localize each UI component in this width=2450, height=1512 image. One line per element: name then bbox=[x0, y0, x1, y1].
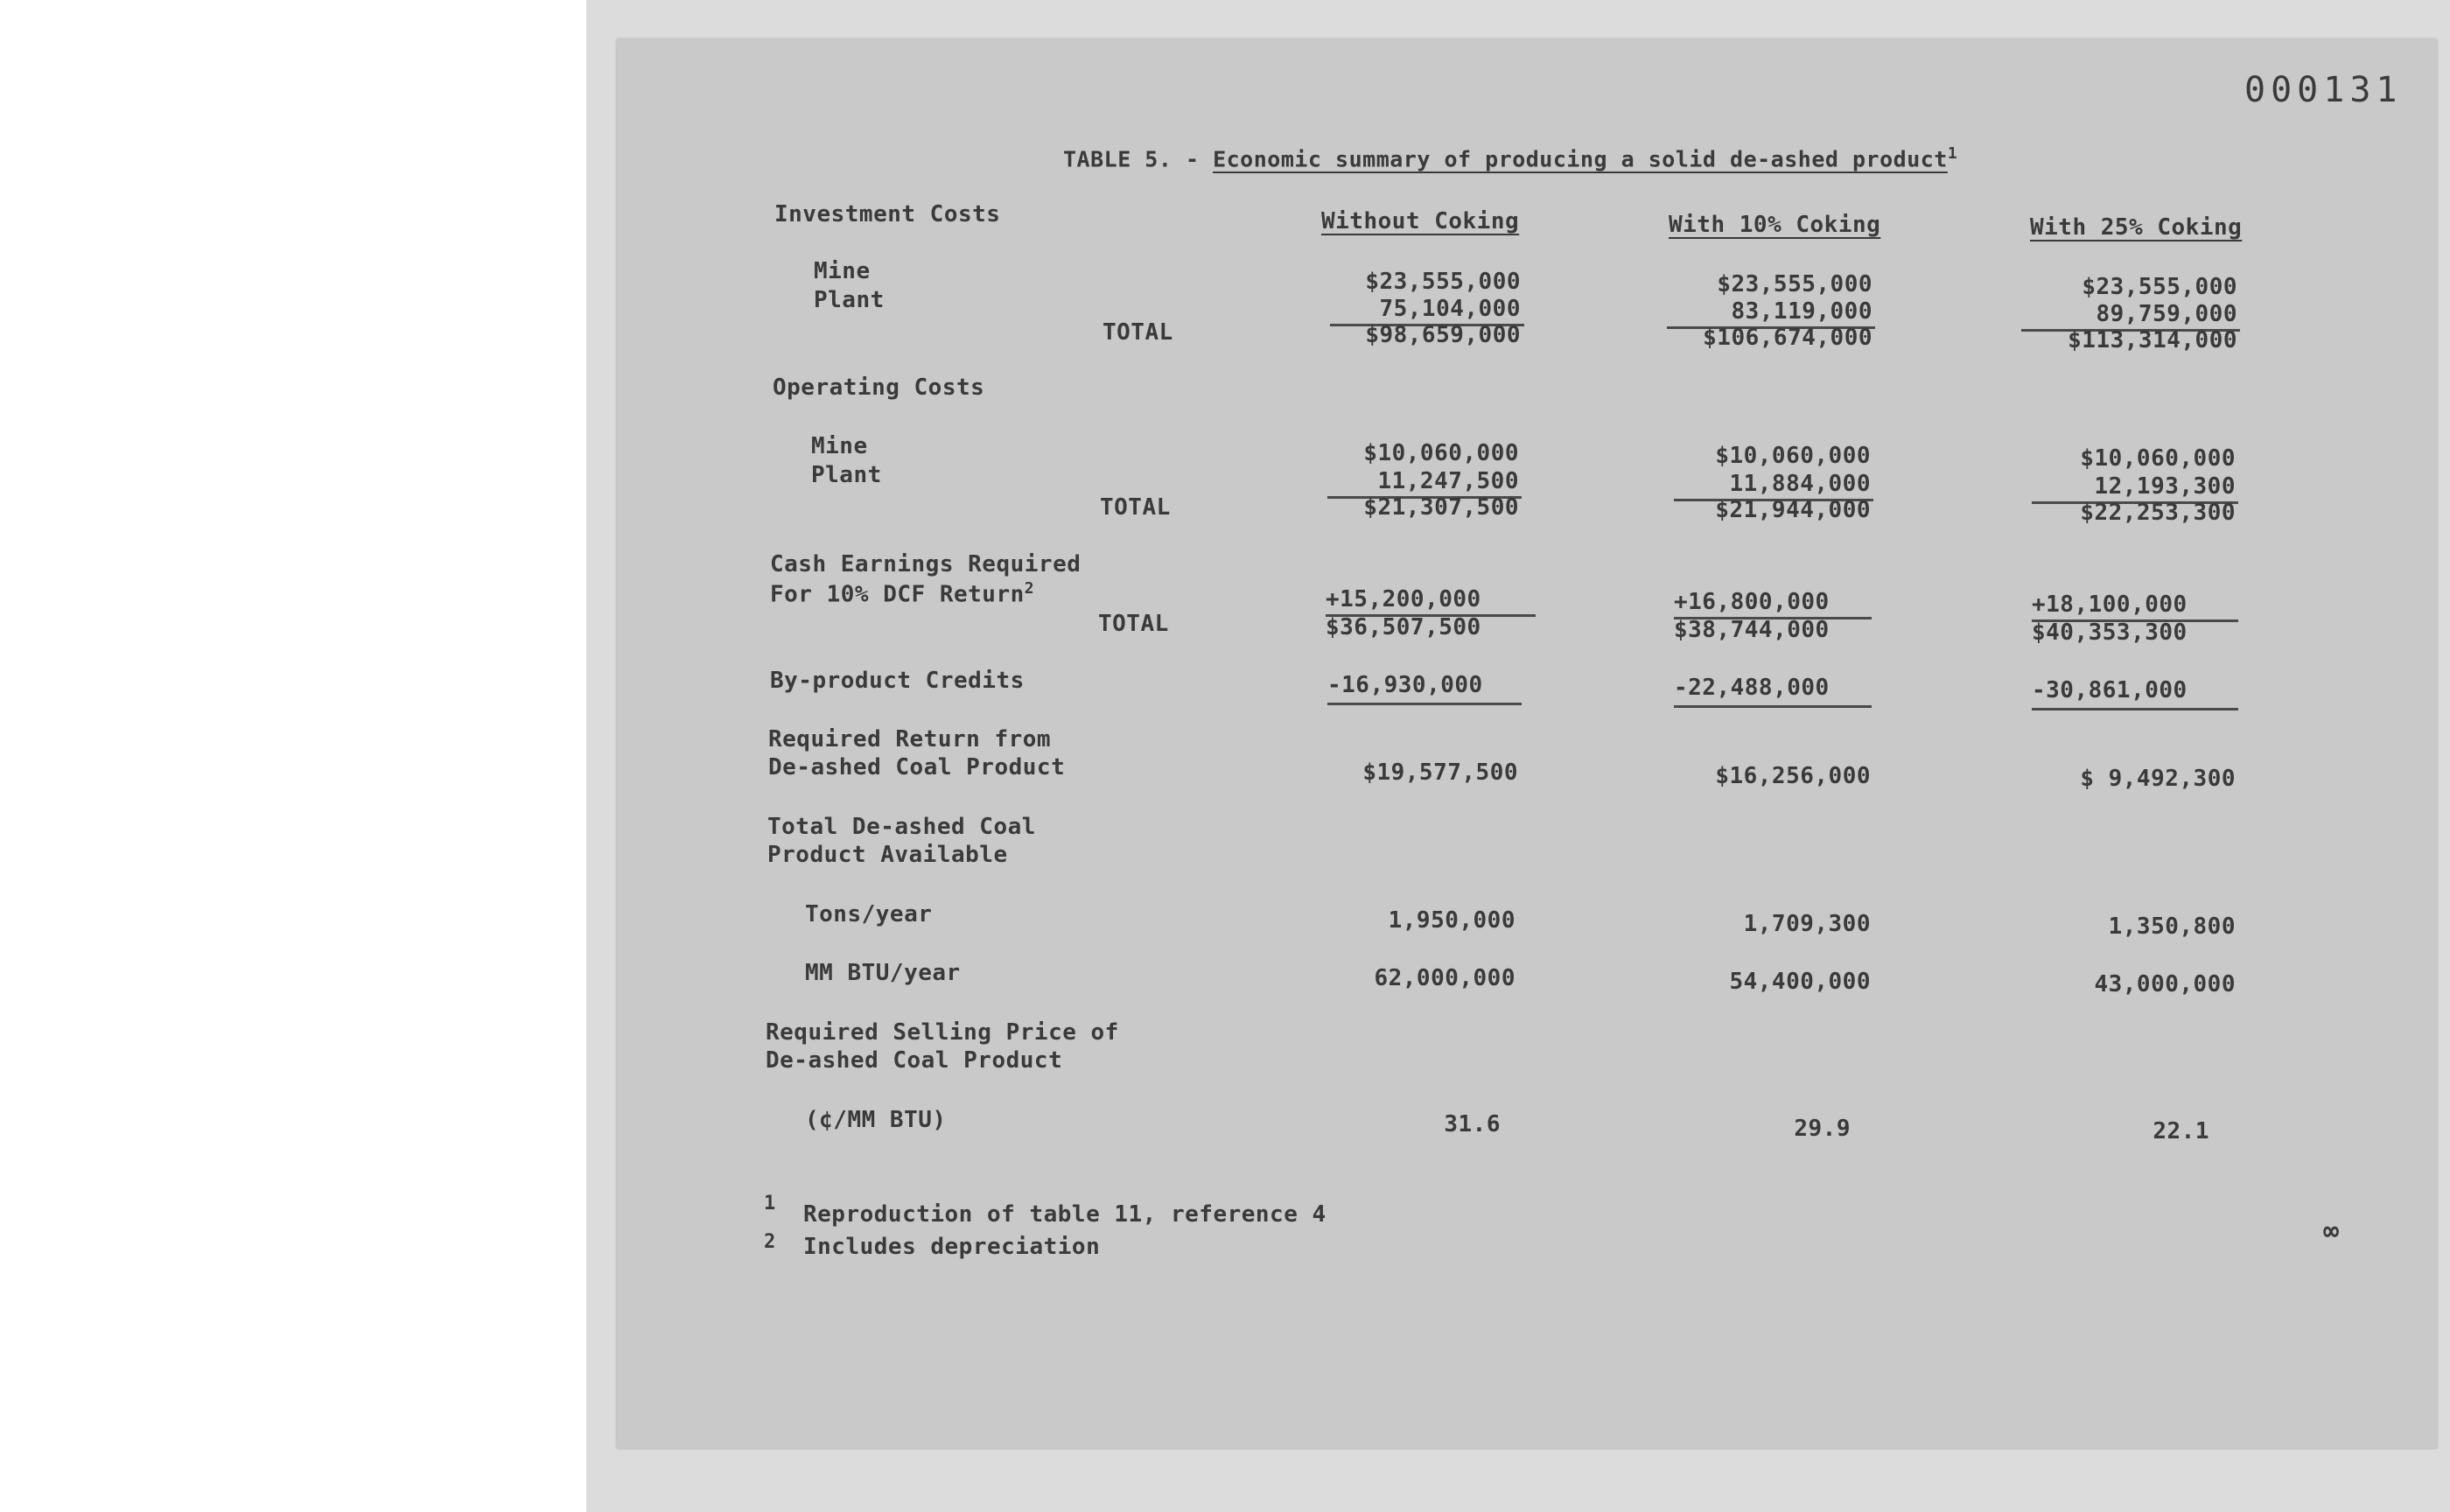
btu-value: 62,000,000 bbox=[1374, 965, 1516, 991]
cash-total-label: TOTAL bbox=[1098, 611, 1169, 637]
operating-mine-value: $10,060,000 bbox=[1363, 440, 1519, 466]
footnote-2-text: Includes depreciation bbox=[803, 1234, 1101, 1260]
required-return-label-line2: De-ashed Coal Product bbox=[768, 754, 1066, 780]
available-label: Total De-ashed Coal bbox=[767, 814, 1036, 840]
operating-plant-value: 11,247,500 bbox=[1377, 468, 1519, 494]
tons-value: 1,709,300 bbox=[1743, 911, 1871, 937]
required-return-value: $ 9,492,300 bbox=[2080, 766, 2236, 792]
byproduct-value: -30,861,000 bbox=[2032, 677, 2188, 704]
selling-price-value: 31.6 bbox=[1444, 1111, 1501, 1138]
footnote-1-mark: 1 bbox=[764, 1193, 776, 1214]
operating-plant-value: 12,193,300 bbox=[2094, 473, 2236, 500]
available-label-line2: Product Available bbox=[767, 842, 1008, 868]
investment-total-value: $106,674,000 bbox=[1703, 325, 1872, 351]
table-title-text: Economic summary of producing a solid de-ashed product bbox=[1213, 146, 1948, 172]
operating-plant-value: 11,884,000 bbox=[1729, 471, 1871, 497]
cash-earnings-heading: Cash Earnings Required bbox=[770, 551, 1082, 578]
selling-price-value: 22.1 bbox=[2152, 1118, 2209, 1144]
required-return-value: $19,577,500 bbox=[1362, 760, 1518, 786]
operating-total-value: $22,253,300 bbox=[2080, 500, 2236, 526]
selling-price-unit-label: (¢/MM BTU) bbox=[805, 1107, 947, 1133]
scan-background bbox=[586, 0, 2450, 1512]
table-title-footnote-mark: 1 bbox=[1947, 144, 1958, 163]
cash-earnings-value: +16,800,000 bbox=[1674, 589, 1830, 615]
required-return-value: $16,256,000 bbox=[1715, 763, 1871, 789]
investment-total-value: $98,659,000 bbox=[1365, 322, 1521, 348]
byproduct-value: -22,488,000 bbox=[1674, 675, 1830, 701]
cash-earnings-subheading-text: For 10% DCF Return bbox=[770, 581, 1025, 608]
tons-value: 1,350,800 bbox=[2108, 914, 2236, 940]
investment-mine-value: $23,555,000 bbox=[1365, 269, 1521, 295]
byproduct-rule bbox=[2032, 708, 2238, 710]
operating-mine-value: $10,060,000 bbox=[1715, 443, 1871, 469]
investment-plant-value: 89,759,000 bbox=[2096, 301, 2237, 327]
selling-price-label: Required Selling Price of bbox=[766, 1019, 1119, 1046]
selling-price-value: 29.9 bbox=[1794, 1116, 1851, 1142]
selling-price-label-line2: De-ashed Coal Product bbox=[766, 1047, 1063, 1074]
cash-total-value: $40,353,300 bbox=[2032, 620, 2188, 646]
investment-total-label: TOTAL bbox=[1102, 319, 1173, 346]
operating-plant-label: Plant bbox=[811, 462, 882, 488]
byproduct-rule bbox=[1327, 703, 1522, 705]
investment-mine-value: $23,555,000 bbox=[1717, 271, 1872, 298]
byproduct-label: By-product Credits bbox=[770, 668, 1025, 694]
investment-plant-value: 83,119,000 bbox=[1731, 298, 1872, 325]
cash-earnings-subheading bbox=[770, 579, 1034, 608]
column-header-without-coking: Without Coking bbox=[1321, 208, 1520, 234]
document-page bbox=[617, 39, 2437, 1448]
btu-value: 54,400,000 bbox=[1729, 969, 1871, 995]
investment-heading: Investment Costs bbox=[774, 201, 1001, 228]
byproduct-rule bbox=[1674, 705, 1872, 708]
page-mark: ∞ bbox=[2323, 1216, 2340, 1247]
operating-heading: Operating Costs bbox=[773, 374, 985, 401]
document-number: 000131 bbox=[2244, 70, 2403, 110]
column-header-10-coking: With 10% Coking bbox=[1669, 212, 1881, 238]
investment-plant-label: Plant bbox=[814, 287, 885, 313]
column-header-25-coking: With 25% Coking bbox=[2030, 214, 2243, 241]
cash-earnings-value: +18,100,000 bbox=[2032, 592, 2188, 618]
cash-total-value: $38,744,000 bbox=[1674, 617, 1830, 643]
operating-mine-label: Mine bbox=[811, 433, 868, 459]
table-title-prefix: TABLE 5. - bbox=[1063, 146, 1214, 172]
btu-value: 43,000,000 bbox=[2094, 971, 2236, 998]
byproduct-value: -16,930,000 bbox=[1327, 672, 1483, 698]
table-title bbox=[1063, 144, 1957, 172]
cash-earnings-value: +15,200,000 bbox=[1326, 586, 1481, 612]
tons-label: Tons/year bbox=[805, 901, 933, 928]
required-return-label: Required Return from bbox=[768, 726, 1052, 752]
btu-label: MM BTU/year bbox=[805, 960, 961, 986]
investment-plant-value: 75,104,000 bbox=[1379, 296, 1521, 322]
investment-mine-label: Mine bbox=[814, 258, 871, 284]
operating-mine-value: $10,060,000 bbox=[2080, 445, 2236, 472]
operating-total-value: $21,307,500 bbox=[1363, 494, 1519, 521]
cash-earnings-footnote-mark: 2 bbox=[1024, 579, 1035, 598]
footnote-1-text: Reproduction of table 11, reference 4 bbox=[803, 1201, 1326, 1228]
tons-value: 1,950,000 bbox=[1388, 907, 1516, 934]
cash-total-value: $36,507,500 bbox=[1326, 614, 1481, 640]
operating-total-value: $21,944,000 bbox=[1715, 497, 1871, 523]
investment-total-value: $113,314,000 bbox=[2068, 327, 2237, 354]
operating-total-label: TOTAL bbox=[1100, 494, 1171, 521]
investment-mine-value: $23,555,000 bbox=[2082, 274, 2237, 300]
footnote-2-mark: 2 bbox=[764, 1231, 776, 1253]
